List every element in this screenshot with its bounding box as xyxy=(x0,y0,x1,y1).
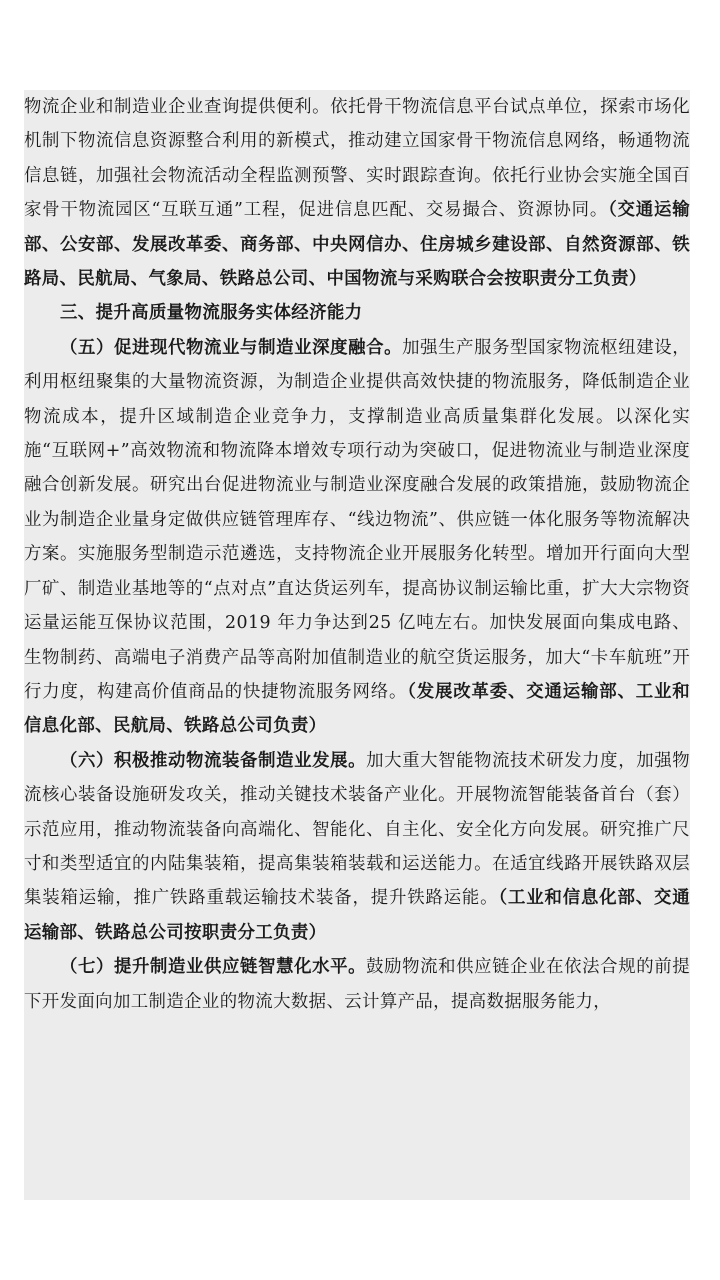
paragraph-text: 加强生产服务型国家物流枢纽建设，利用枢纽聚集的大量物流资源，为制造企业提供高效快捷的物流服务，降低制造企业物流成本，提升区域制造企业竞争力，支撑制造业高质量集群化发展。以深化实施“互联网+”高效物流和物流降本增效专项行动为突破口，促进物流业与制造业深度融合创新发展。研究出台促进物流业与制造业深度融合发展的政策措施，鼓励物流企业为制造企业量身定做供应链管理库存、“线边物流”、供应链一体化服务等物流解决方案。实施服务型制造示范遴选，支持物流企业开展服务化转型。增加开行面向大型厂矿、制造业基地等的“点对点”直达货运列车，提高协议制运输比重，扩大大宗物资运量运能互保协议范围，2019 年力争达到25 亿吨左右。加快发展面向集成电路、生物制药、高端电子消费产品等高附加值制造业的航空货运服务，加大“卡车航班”开行力度，构建高价值商品的快捷物流服务网络。 xyxy=(24,337,690,702)
paragraph-supply-chain-smart xyxy=(24,950,690,1019)
document-page xyxy=(24,90,690,1200)
responsibility-note: （发展改革委、交通运输部、工业和信息化部、民航局、铁路总公司负责） xyxy=(24,681,690,737)
paragraph-title: （六）积极推动物流装备制造业发展。 xyxy=(60,750,367,771)
responsibility-note: （工业和信息化部、交通运输部、铁路总公司按职责分工负责） xyxy=(24,888,690,943)
paragraph-text: 物流企业和制造业企业查询提供便利。依托骨干物流信息平台试点单位，探索市场化机制下物流信息资源整合利用的新模式，推动建立国家骨干物流信息网络，畅通物流信息链，加强社会物流活动全程监测预警、实时跟踪查询。依托行业协会实施全国百家骨干物流园区“互联互通”工程，促进信息匹配、交易撮合、资源协同。 xyxy=(24,97,690,221)
section-heading: 三、提升高质量物流服务实体经济能力 xyxy=(60,303,363,324)
paragraph-equipment-manufacturing xyxy=(24,744,690,950)
paragraph-title: （五）促进现代物流业与制造业深度融合。 xyxy=(60,337,403,358)
responsibility-note: （交通运输部、公安部、发展改革委、商务部、中央网信办、住房城乡建设部、自然资源部、铁路局、民航局、气象局、铁路总公司、中国物流与采购联合会按职责分工负责） xyxy=(24,200,690,290)
paragraph-title: （七）提升制造业供应链智慧化水平。 xyxy=(60,957,367,978)
paragraph-logistics-info xyxy=(24,90,690,296)
paragraph-text: 加大重大智能物流技术研发力度，加强物流核心装备设施研发攻关，推动关键技术装备产业化。开展物流智能装备首台（套）示范应用，推动物流装备向高端化、智能化、自主化、安全化方向发展。研究推广尺寸和类型适宜的内陆集装箱，提高集装箱装载和运送能力。在适宜线路开展铁路双层集装箱运输，推广铁路重载运输技术装备，提升铁路运能。 xyxy=(24,750,690,909)
paragraph-manufacturing-integration xyxy=(24,331,690,744)
paragraph-text: 鼓励物流和供应链企业在依法合规的前提下开发面向加工制造企业的物流大数据、云计算产品，提高数据服务能力， xyxy=(24,957,690,1012)
